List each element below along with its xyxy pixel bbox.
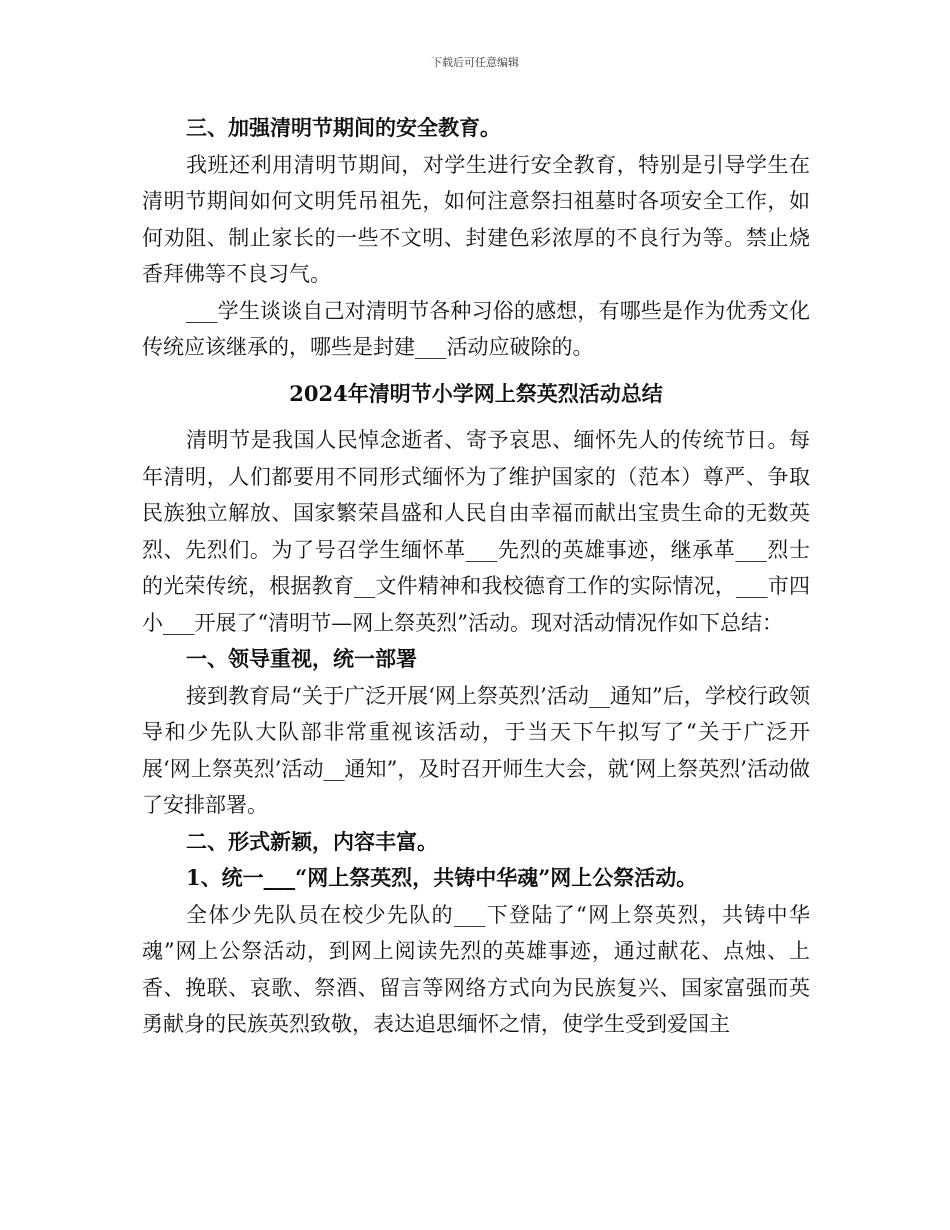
document-body	[142, 110, 810, 1043]
paragraph-safety-education: 我班还利用清明节期间，对学生进行安全教育，特别是引导学生在清明节期间如何文明凭吊祖先，如何注意祭扫祖墓时各项安全工作，如何劝阻、制止家长的一些不文明、封建色彩浓厚的不良行为等。禁止烧香拜佛等不良习气。	[142, 152, 810, 286]
subheading-online-memorial: 1、统一___“网上祭英烈，共铸中华魂”网上公祭活动。	[186, 865, 698, 890]
section-heading-safety: 三、加强清明节期间的安全教育。	[186, 115, 501, 140]
paragraph-customs-discussion: ___学生谈谈自己对清明节各种习俗的感想，有哪些是作为优秀文化传统应该继承的，哪些是封建___活动应破除的。	[142, 298, 810, 359]
document-title: 2024年清明节小学网上祭英烈活动总结	[289, 380, 663, 406]
paragraph-intro: 清明节是我国人民悼念逝者、寄予哀思、缅怀先人的传统节日。每年清明，人们都要用不同形式缅怀为了维护国家的（范本）尊严、争取民族独立解放、国家繁荣昌盛和人民自由幸福而献出宝贵生命的无数英烈、先烈们。为了号召学生缅怀革___先烈的英雄事迹，继承革___烈士的光荣传统，根据教育__文件精神和我校德育工作的实际情况，___市四小___开展了“清明节—网上祭英烈”活动。现对活动情况作如下总结：	[142, 428, 810, 635]
paragraph-online-memorial: 全体少先队员在校少先队的___下登陆了“网上祭英烈，共铸中华魂”网上公祭活动，到网上阅读先烈的英雄事迹，通过献花、点烛、上香、挽联、哀歌、祭酒、留言等网络方式向为民族复兴、国家富强而英勇献身的民族英烈致敬，表达追思缅怀之情，使学生受到爱国主	[142, 902, 810, 1036]
section-heading-format: 二、形式新颖，内容丰富。	[186, 828, 438, 854]
section-heading-leadership: 一、领导重视，统一部署	[186, 646, 417, 671]
paragraph-leadership: 接到教育局“关于广泛开展‘网上祭英烈’活动__通知”后，学校行政领导和少先队大队部非常重视该活动，于当天下午拟写了“关于广泛开展‘网上祭英烈’活动__通知”，及时召开师生大会，就‘网上祭英烈’活动做了安排部署。	[142, 683, 810, 817]
page-header-note: 下载后可任意编辑	[431, 56, 519, 69]
